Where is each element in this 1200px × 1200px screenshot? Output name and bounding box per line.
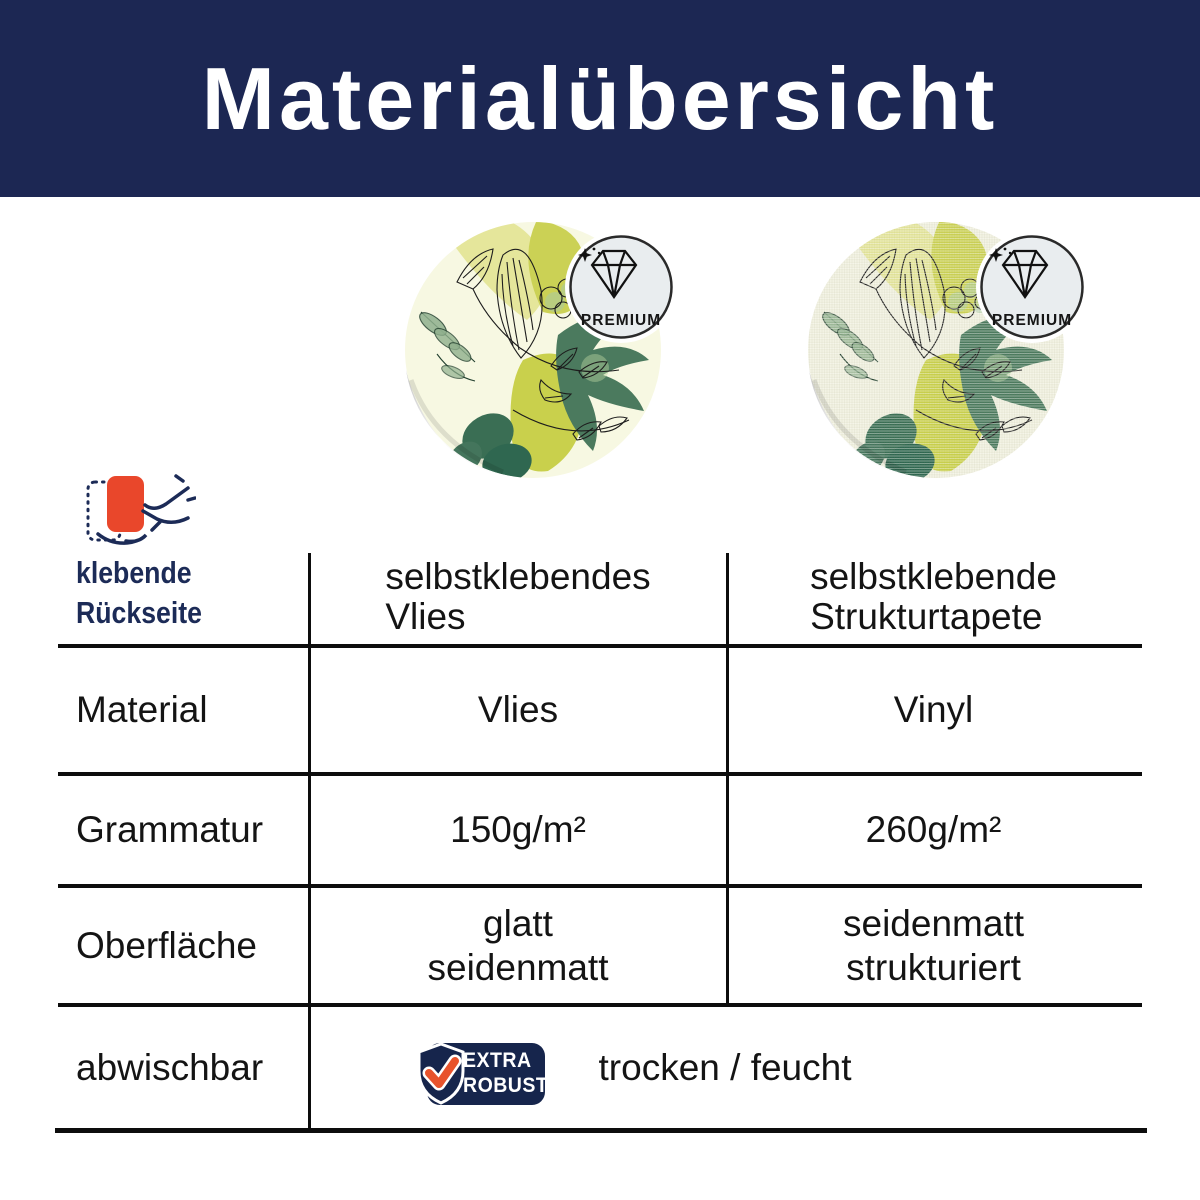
row-label-abwischbar: abwischbar xyxy=(76,1046,264,1088)
cell-abwischbar-value: trocken / feucht xyxy=(598,1046,852,1088)
cell-grammatur-col2: 260g/m² xyxy=(865,809,1002,850)
extra-robust-badge xyxy=(413,1041,549,1107)
adhesive-caption-line2: Rückseite xyxy=(76,595,202,630)
cell-material-col2: Vinyl xyxy=(893,689,974,730)
cell-product2-name xyxy=(727,550,1140,644)
product-image-vlies xyxy=(373,200,693,500)
robust-badge-line2: ROBUST xyxy=(463,1074,549,1097)
product1-name-line1: selbstklebendes xyxy=(385,556,651,597)
cell-oberflaeche-col2: seidenmatt strukturiert xyxy=(843,902,1024,988)
peel-sticker-icon xyxy=(84,472,196,552)
premium-badge xyxy=(976,231,1088,343)
row-label-grammatur: Grammatur xyxy=(76,809,264,850)
robust-badge-line1: EXTRA xyxy=(463,1049,532,1072)
shield-check-icon xyxy=(413,1041,469,1107)
header-band xyxy=(0,0,1200,197)
row-label-oberflaeche: Oberfläche xyxy=(76,924,257,966)
product2-name-line2: Strukturtapete xyxy=(810,596,1043,637)
cell-grammatur-col1: 150g/m² xyxy=(450,809,586,850)
product-image-strukturtapete xyxy=(776,200,1096,500)
product1-name-line2: Vlies xyxy=(385,596,466,637)
cell-oberflaeche-col1: glatt seidenmatt xyxy=(427,902,609,988)
cell-product1-name xyxy=(310,550,726,644)
premium-badge-label: PREMIUM xyxy=(580,312,662,329)
table-bottom-border xyxy=(55,1128,1147,1133)
adhesive-caption xyxy=(76,553,282,633)
adhesive-caption-line1: klebende xyxy=(76,555,192,590)
product2-name-line1: selbstklebende xyxy=(810,556,1057,597)
page-title: Materialübersicht xyxy=(201,48,999,148)
cell-material-col1: Vlies xyxy=(477,689,559,730)
premium-badge xyxy=(565,231,677,343)
premium-badge-label: PREMIUM xyxy=(991,312,1073,329)
row-label-material: Material xyxy=(76,689,208,730)
